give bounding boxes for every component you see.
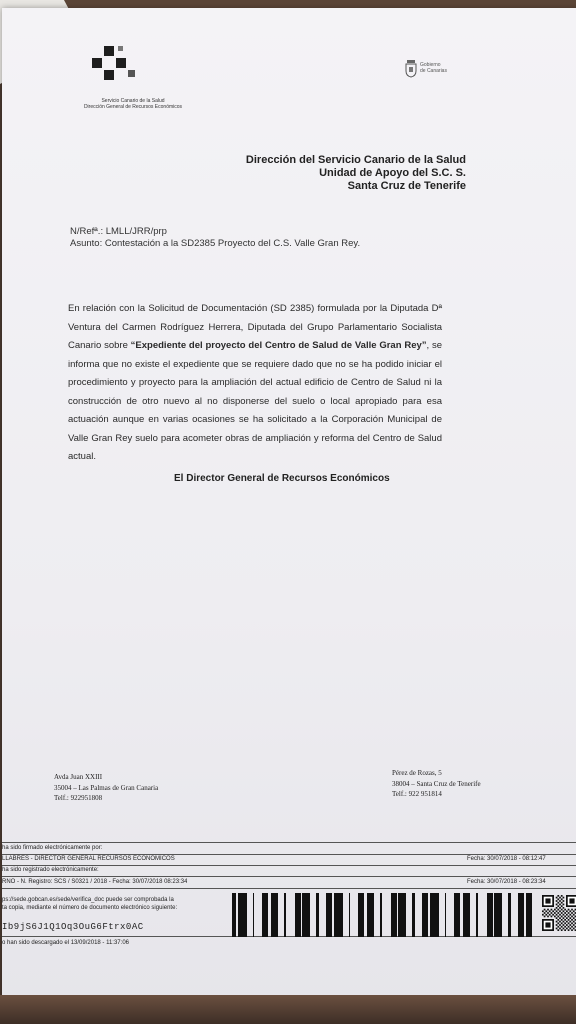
divider xyxy=(2,842,576,843)
body-text-1: En relación con la Solicitud de Documentación (SD 2385) formulada por la Diputada Dª Ventura del Carmen Rodríguez Herrera, Diputada del Grupo Parlamentario Socialista Canario sobre xyxy=(68,303,442,351)
table-surface-bottom xyxy=(0,995,576,1024)
signed-label: ha sido firmado electrónicamente por: xyxy=(2,845,103,851)
registry-date: Fecha: 30/07/2018 - 08:23:34 xyxy=(467,879,546,885)
recipient-line-3: Santa Cruz de Tenerife xyxy=(347,180,466,192)
divider xyxy=(2,876,576,877)
recipient-address xyxy=(246,154,466,193)
scs-logo-icon xyxy=(92,46,142,96)
signature-title: El Director General de Recursos Económicos xyxy=(174,473,390,484)
body-paragraph xyxy=(68,300,442,467)
footer-address-right xyxy=(392,768,481,800)
footer-right-line-2: 38004 – Santa Cruz de Tenerife xyxy=(392,779,481,788)
qr-code-icon xyxy=(542,895,576,931)
signer-date: Fecha: 30/07/2018 - 08:12:47 xyxy=(467,856,546,862)
subject-line: Asunto: Contestación a la SD2385 Proyecto del C.S. Valle Gran Rey. xyxy=(70,237,361,249)
footer-address-left xyxy=(54,772,158,804)
footer-right-line-3: Telf.: 922 951814 xyxy=(392,790,442,798)
gov-name xyxy=(420,62,460,74)
footer-left-line-2: 35004 – Las Palmas de Gran Canaria xyxy=(54,783,159,792)
registered-label: ha sido registrado electrónicamente: xyxy=(2,867,99,873)
footer-left-line-1: Avda Juan XXIII xyxy=(54,773,103,781)
body-text-2: , se informa que no existe el expediente que se requiere dado que no se ha podido iniciar el procedimiento y proyecto para la ampliación del actual edificio de Centro de Salud ni la construcción de otro nuevo al no disponerse del suelo o local apropiado para esa actuación aunque en varias ocasiones se ha solicitado a la Corporación Municipal de Valle Gran Rey suelo para acometer obras de ampliación y reforma del Centro de Salud actual. xyxy=(68,340,443,462)
document-page xyxy=(2,8,576,1008)
org-line-1: Servicio Canario de la Salud xyxy=(101,98,165,104)
reference-block xyxy=(70,226,360,249)
gov-line-1: Gobierno xyxy=(420,62,441,68)
divider xyxy=(2,888,576,889)
reference-number: N/Refª.: LMLL/JRR/prp xyxy=(70,226,167,237)
registry-number: RNO - N. Registro: SCS / S0321 / 2018 - Fecha: 30/07/2018 08:23:34 xyxy=(2,879,188,885)
verify-line-1: ps://sede.gobcan.es/sede/verifica_doc puede ser comprobada la xyxy=(2,897,174,903)
verify-line-2: ta copia, mediante el número de documento electrónico siguiente: xyxy=(2,905,178,911)
coat-of-arms-icon xyxy=(404,60,418,78)
gov-line-2: de Canarias xyxy=(420,68,447,74)
signer-name: LLABRES - DIRECTOR GENERAL RECURSOS ECONOMICOS xyxy=(2,856,175,862)
barcode-icon xyxy=(232,893,532,937)
footer-left-line-3: Telf.: 922951808 xyxy=(54,794,103,802)
recipient-line-1: Dirección del Servicio Canario de la Salud xyxy=(245,154,466,166)
document-hash: Ib9jS6J1Q1Oq3OuG6Ftrx0AC xyxy=(2,922,144,932)
body-text-bold: “Expediente del proyecto del Centro de Salud de Valle Gran Rey” xyxy=(130,340,427,351)
org-line-2: Dirección General de Recursos Económicos xyxy=(83,104,183,110)
download-line: o han sido descargado el 13/09/2018 - 11:37:06 xyxy=(2,940,129,946)
recipient-line-2: Unidad de Apoyo del S.C. S. xyxy=(319,167,466,179)
org-name xyxy=(68,98,198,110)
footer-right-line-1: Pérez de Rozas, 5 xyxy=(392,769,442,777)
